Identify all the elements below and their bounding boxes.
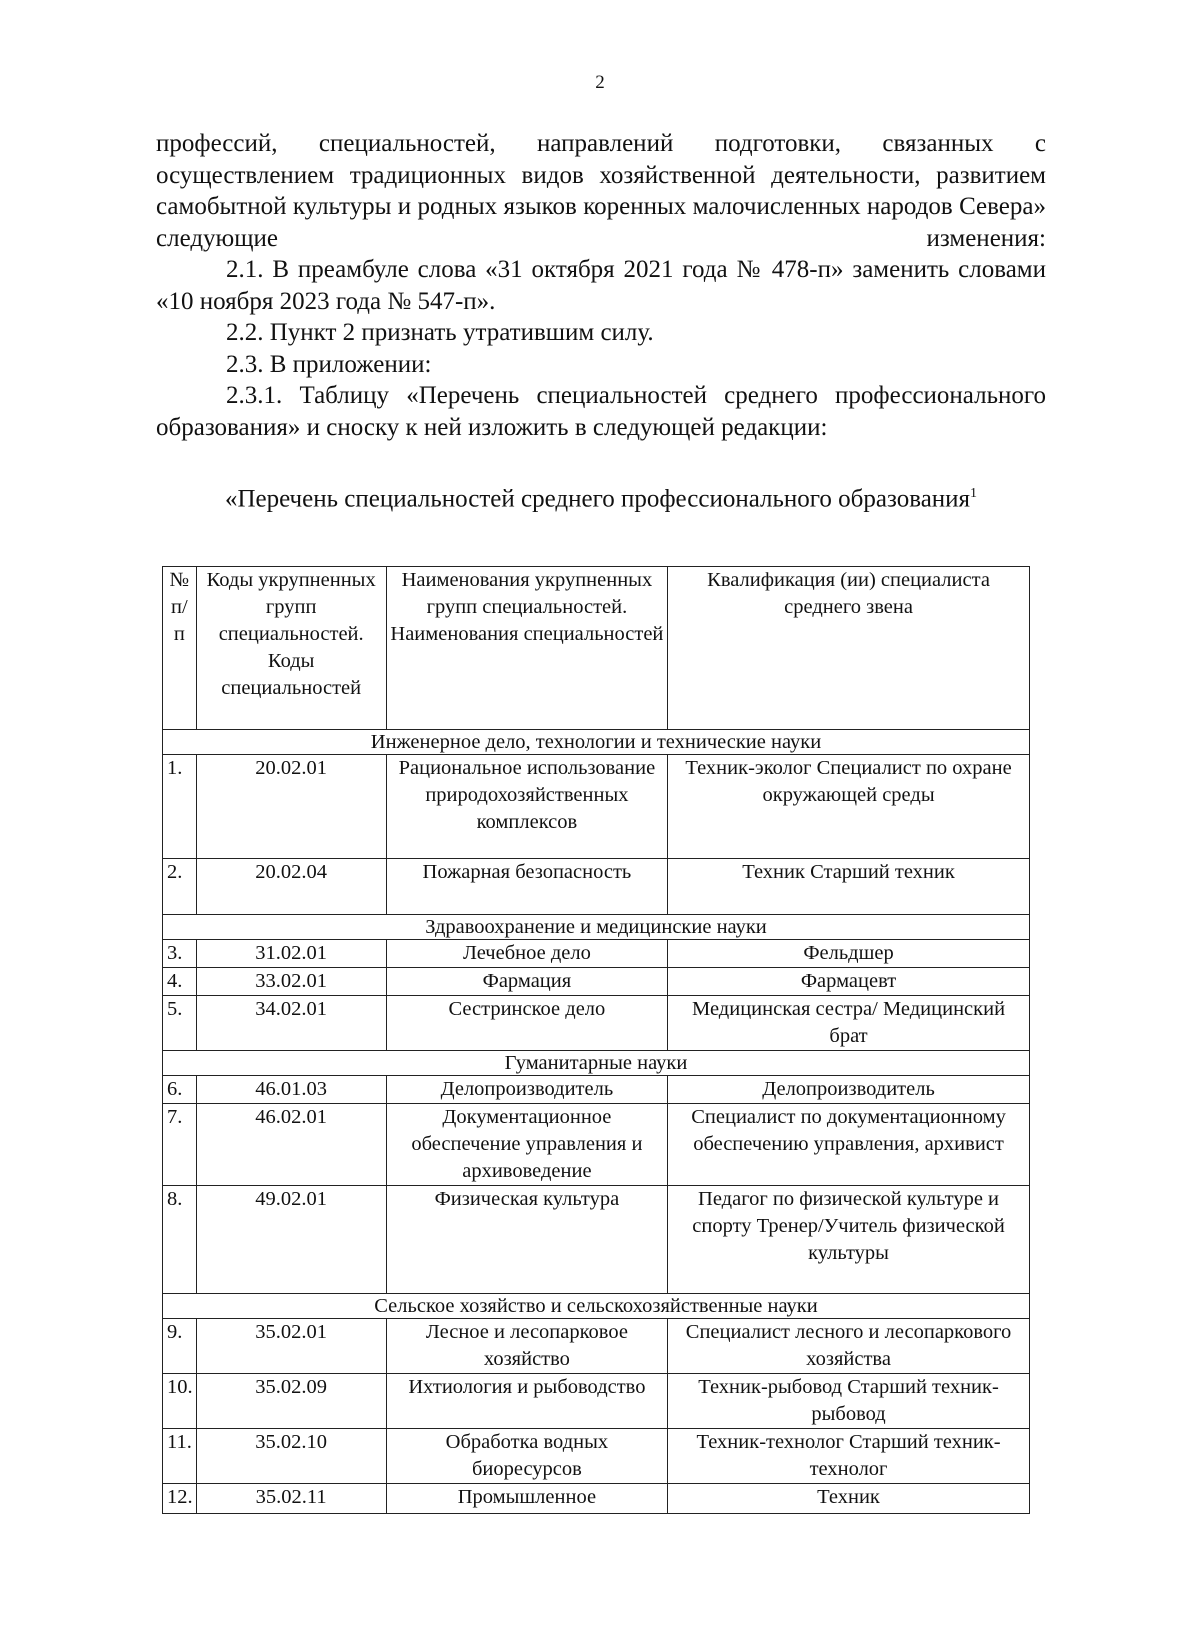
table-row — [163, 1319, 1030, 1374]
cell-num: 9. — [163, 1319, 197, 1374]
table-row — [163, 940, 1030, 968]
cell-name: Документационное обеспечение управления и архивоведение — [386, 1104, 667, 1186]
cell-code: 35.02.10 — [196, 1429, 386, 1484]
table-row — [163, 1429, 1030, 1484]
cell-qual: Фельдшер — [668, 940, 1030, 968]
cell-name: Лечебное дело — [386, 940, 667, 968]
cell-code: 20.02.04 — [196, 859, 386, 915]
table-row — [163, 968, 1030, 996]
table-title — [156, 478, 1046, 515]
header-code: Коды укрупненных групп специальностей. Коды специальностей — [196, 567, 386, 730]
paragraph-2-3: 2.3. В приложении: — [226, 350, 432, 378]
cell-num: 1. — [163, 755, 197, 859]
cell-num: 8. — [163, 1186, 197, 1294]
cell-qual: Педагог по физической культуре и спорту Тренер/Учитель физической культуры — [668, 1186, 1030, 1294]
cell-code: 35.02.11 — [196, 1484, 386, 1514]
table-row — [163, 1186, 1030, 1294]
cell-name: Рациональное использование природохозяйственных комплексов — [386, 755, 667, 859]
cell-code: 33.02.01 — [196, 968, 386, 996]
paragraph-2-3-1: 2.3.1. Таблицу «Перечень специальностей среднего профессионального образования» и сноску к ней изложить в следующей редакции: — [156, 382, 1046, 441]
cell-qual: Техник-эколог Специалист по охране окружающей среды — [668, 755, 1030, 859]
cell-name: Ихтиология и рыбоводство — [386, 1374, 667, 1429]
table-row — [163, 1076, 1030, 1104]
cell-num: 6. — [163, 1076, 197, 1104]
cell-qual: Делопроизводитель — [668, 1076, 1030, 1104]
cell-code: 31.02.01 — [196, 940, 386, 968]
cell-qual: Техник-рыбовод Старший техник-рыбовод — [668, 1374, 1030, 1429]
section-title: Здравоохранение и медицинские науки — [163, 915, 1030, 940]
cell-num: 10. — [163, 1374, 197, 1429]
cell-name: Физическая культура — [386, 1186, 667, 1294]
cell-name: Лесное и лесопарковое хозяйство — [386, 1319, 667, 1374]
section-row — [163, 730, 1030, 755]
section-row — [163, 1051, 1030, 1076]
cell-qual: Фармацевт — [668, 968, 1030, 996]
table-header-row — [163, 567, 1030, 730]
cell-code: 46.02.01 — [196, 1104, 386, 1186]
cell-num: 3. — [163, 940, 197, 968]
table-row — [163, 755, 1030, 859]
specialties-table — [162, 566, 1030, 1514]
section-title: Сельское хозяйство и сельскохозяйственные науки — [163, 1294, 1030, 1319]
cell-code: 46.01.03 — [196, 1076, 386, 1104]
cell-qual: Техник-технолог Старший техник-технолог — [668, 1429, 1030, 1484]
header-num: № п/п — [163, 567, 197, 730]
cell-num: 4. — [163, 968, 197, 996]
footnote-marker: 1 — [970, 486, 978, 501]
cell-qual: Техник Старший техник — [668, 859, 1030, 915]
table-row — [163, 1374, 1030, 1429]
cell-code: 49.02.01 — [196, 1186, 386, 1294]
paragraph-2-2: 2.2. Пункт 2 признать утратившим силу. — [226, 319, 654, 346]
cell-qual: Медицинская сестра/ Медицинский брат — [668, 996, 1030, 1051]
page-number: 2 — [595, 72, 605, 93]
cell-num: 12. — [163, 1484, 197, 1514]
table-row — [163, 1484, 1030, 1514]
section-title: Гуманитарные науки — [163, 1051, 1030, 1076]
table-row — [163, 996, 1030, 1051]
header-name: Наименования укрупненных групп специальностей. Наименования специальностей — [386, 567, 667, 730]
body-text — [156, 128, 1046, 443]
cell-num: 11. — [163, 1429, 197, 1484]
cell-name: Делопроизводитель — [386, 1076, 667, 1104]
table-body — [163, 730, 1030, 1514]
section-row — [163, 1294, 1030, 1319]
cell-name: Обработка водных биоресурсов — [386, 1429, 667, 1484]
table-row — [163, 1104, 1030, 1186]
cell-code: 34.02.01 — [196, 996, 386, 1051]
header-qualification: Квалификация (ии) специалиста среднего звена — [668, 567, 1030, 730]
cell-code: 20.02.01 — [196, 755, 386, 859]
paragraph-intro: профессий, специальностей, направлений подготовки, связанных с осуществлением традиционных видов хозяйственной деятельности, развитием самобытной культуры и родных языков коренных малочисленных народов Севера» следующие изменения: — [156, 130, 1046, 252]
cell-name: Промышленное — [386, 1484, 667, 1514]
cell-qual: Техник — [668, 1484, 1030, 1514]
section-row — [163, 915, 1030, 940]
cell-name: Пожарная безопасность — [386, 859, 667, 915]
table-title-text: «Перечень специальностей среднего профессионального образования — [224, 485, 971, 513]
cell-num: 2. — [163, 859, 197, 915]
cell-code: 35.02.01 — [196, 1319, 386, 1374]
cell-num: 5. — [163, 996, 197, 1051]
table-row — [163, 859, 1030, 915]
cell-name: Сестринское дело — [386, 996, 667, 1051]
cell-name: Фармация — [386, 968, 667, 996]
section-title: Инженерное дело, технологии и технические науки — [163, 730, 1030, 755]
cell-qual: Специалист лесного и лесопаркового хозяйства — [668, 1319, 1030, 1374]
cell-code: 35.02.09 — [196, 1374, 386, 1429]
cell-num: 7. — [163, 1104, 197, 1186]
paragraph-2-1: 2.1. В преамбуле слова «31 октября 2021 года № 478-п» заменить словами «10 ноября 2023 года № 547-п». — [156, 256, 1046, 315]
cell-qual: Специалист по документационному обеспечению управления, архивист — [668, 1104, 1030, 1186]
